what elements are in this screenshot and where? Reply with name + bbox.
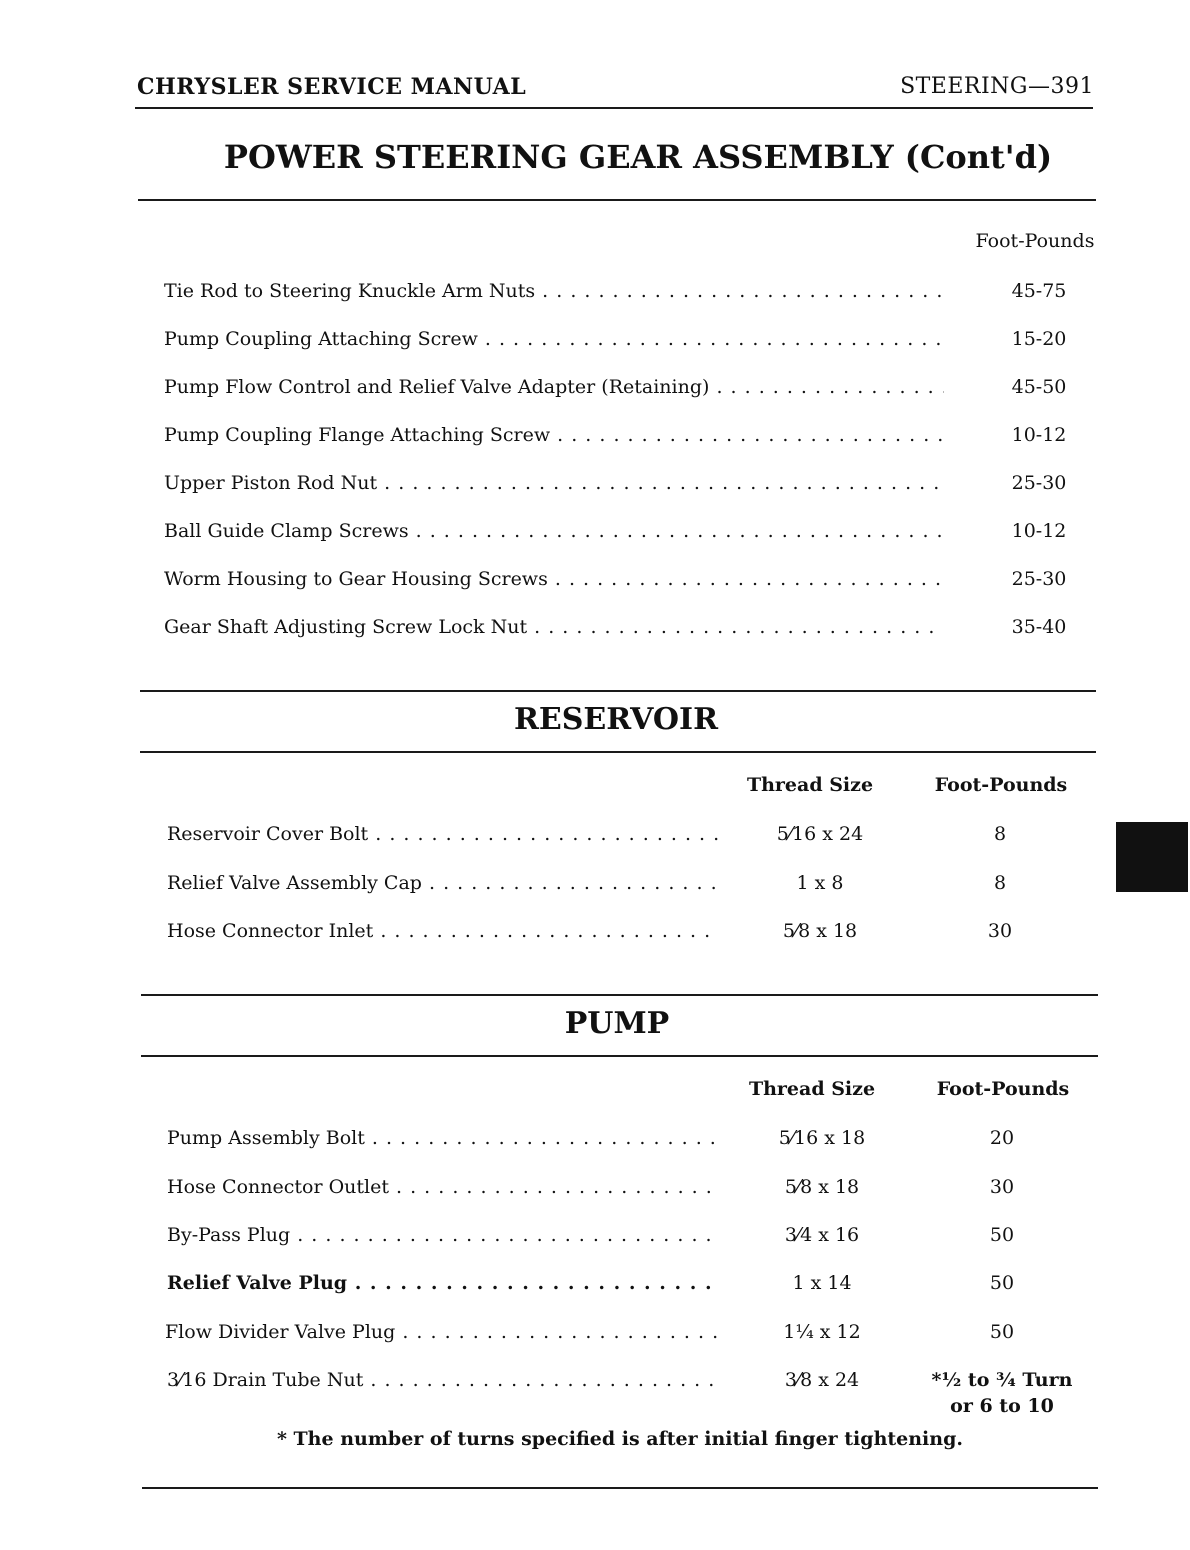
pump-row-label: 3⁄16 Drain Tube Nut . . . — [167, 1366, 719, 1394]
pump-row-foot-pounds: *½ to ¾ Turn — [931, 1369, 1073, 1391]
pump-row-thread: 5⁄16 x 18 — [778, 1127, 866, 1149]
gear-row-foot-pounds: 10-12 — [1011, 424, 1067, 446]
gear-row — [164, 613, 1084, 641]
gear-row-label: Pump Coupling Attaching Screw . . . — [164, 325, 944, 353]
gear-row-label: Ball Guide Clamp Screws . . . — [164, 517, 944, 545]
gear-row — [164, 421, 1084, 449]
gear-row-foot-pounds: 45-50 — [1011, 376, 1067, 398]
pump-row — [167, 1221, 1067, 1249]
pump-row — [167, 1269, 1067, 1297]
reservoir-row-label: Hose Connector Inlet . . . — [167, 917, 719, 945]
header-rule — [135, 107, 1093, 109]
gear-row — [164, 277, 1084, 305]
pump-row — [165, 1318, 1067, 1346]
page-section-number: STEERING—391 — [900, 74, 1094, 99]
reservoir-bottom-rule — [140, 751, 1096, 753]
reservoir-row-foot-pounds: 8 — [993, 872, 1007, 894]
pump-row-foot-pounds: 30 — [989, 1176, 1015, 1198]
pump-row-foot-pounds: 20 — [989, 1127, 1015, 1149]
page-title: POWER STEERING GEAR ASSEMBLY (Cont'd) — [223, 138, 1053, 176]
pump-top-rule — [141, 994, 1098, 996]
pump-row-thread: 1 x 14 — [792, 1272, 852, 1294]
pump-row-label: Hose Connector Outlet . . . — [167, 1173, 719, 1201]
pump-row-label: Relief Valve Plug . . . — [167, 1269, 719, 1297]
pump-row — [167, 1124, 1067, 1152]
gear-row-label: Tie Rod to Steering Knuckle Arm Nuts . . . — [164, 277, 944, 305]
reservoir-row — [167, 820, 1067, 848]
gear-row-label: Pump Coupling Flange Attaching Screw . . . — [164, 421, 944, 449]
pump-row-foot-pounds: 50 — [989, 1224, 1015, 1246]
pump-row-thread: 1¼ x 12 — [783, 1321, 861, 1343]
section-tab-marker — [1116, 822, 1188, 892]
reservoir-row-thread: 1 x 8 — [796, 872, 844, 894]
pump-row-thread: 3⁄4 x 16 — [784, 1224, 860, 1246]
pump-row — [167, 1173, 1067, 1201]
gear-row-foot-pounds: 10-12 — [1011, 520, 1067, 542]
reservoir-row — [167, 869, 1067, 897]
gear-row-label: Worm Housing to Gear Housing Screws . . . — [164, 565, 944, 593]
gear-row — [164, 469, 1084, 497]
reservoir-title: RESERVOIR — [513, 702, 719, 737]
gear-row-label: Gear Shaft Adjusting Screw Lock Nut . . . — [164, 613, 944, 641]
pump-row-label: By-Pass Plug . . . — [167, 1221, 719, 1249]
reservoir-row-label: Reservoir Cover Bolt . . . — [167, 820, 719, 848]
pump-col-foot-pounds: Foot-Pounds — [936, 1078, 1070, 1100]
manual-title: CHRYSLER SERVICE MANUAL — [137, 74, 527, 100]
gear-row-foot-pounds: 35-40 — [1011, 616, 1067, 638]
pump-bottom-rule — [141, 1055, 1098, 1057]
title-rule — [138, 199, 1096, 201]
pump-col-thread-size: Thread Size — [748, 1078, 876, 1100]
reservoir-row-foot-pounds: 8 — [993, 823, 1007, 845]
gear-row — [164, 565, 1084, 593]
reservoir-col-foot-pounds: Foot-Pounds — [934, 774, 1068, 796]
reservoir-top-rule — [140, 690, 1096, 692]
gear-col-foot-pounds: Foot-Pounds — [975, 230, 1095, 252]
gear-row-label: Upper Piston Rod Nut . . . — [164, 469, 944, 497]
pump-row — [167, 1366, 1087, 1418]
gear-row-foot-pounds: 15-20 — [1011, 328, 1067, 350]
pump-row-thread: 5⁄8 x 18 — [784, 1176, 860, 1198]
reservoir-row — [167, 917, 1067, 945]
gear-row-foot-pounds: 25-30 — [1011, 568, 1067, 590]
gear-row-foot-pounds: 25-30 — [1011, 472, 1067, 494]
pump-footnote: * The number of turns specified is after initial finger tightening. — [276, 1428, 963, 1450]
reservoir-row-foot-pounds: 30 — [987, 920, 1013, 942]
gear-row-label: Pump Flow Control and Relief Valve Adapter (Retaining) . . . — [164, 373, 944, 401]
reservoir-row-thread: 5⁄16 x 24 — [776, 823, 864, 845]
pump-title: PUMP — [564, 1006, 670, 1041]
pump-row-foot-pounds: 50 — [989, 1272, 1015, 1294]
pump-row-thread: 3⁄8 x 24 — [784, 1369, 860, 1391]
pump-row-foot-pounds: 50 — [989, 1321, 1015, 1343]
reservoir-row-label: Relief Valve Assembly Cap . . . — [167, 869, 719, 897]
gear-row-foot-pounds: 45-75 — [1011, 280, 1067, 302]
pump-row-label: Flow Divider Valve Plug . . . — [165, 1318, 719, 1346]
page-bottom-rule — [142, 1487, 1098, 1489]
gear-row — [164, 517, 1084, 545]
gear-row — [164, 373, 1084, 401]
pump-row-label: Pump Assembly Bolt . . . — [167, 1124, 719, 1152]
reservoir-row-thread: 5⁄8 x 18 — [782, 920, 858, 942]
reservoir-col-thread-size: Thread Size — [746, 774, 874, 796]
gear-row — [164, 325, 1084, 353]
pump-row-foot-pounds-alt: or 6 to 10 — [950, 1395, 1054, 1417]
